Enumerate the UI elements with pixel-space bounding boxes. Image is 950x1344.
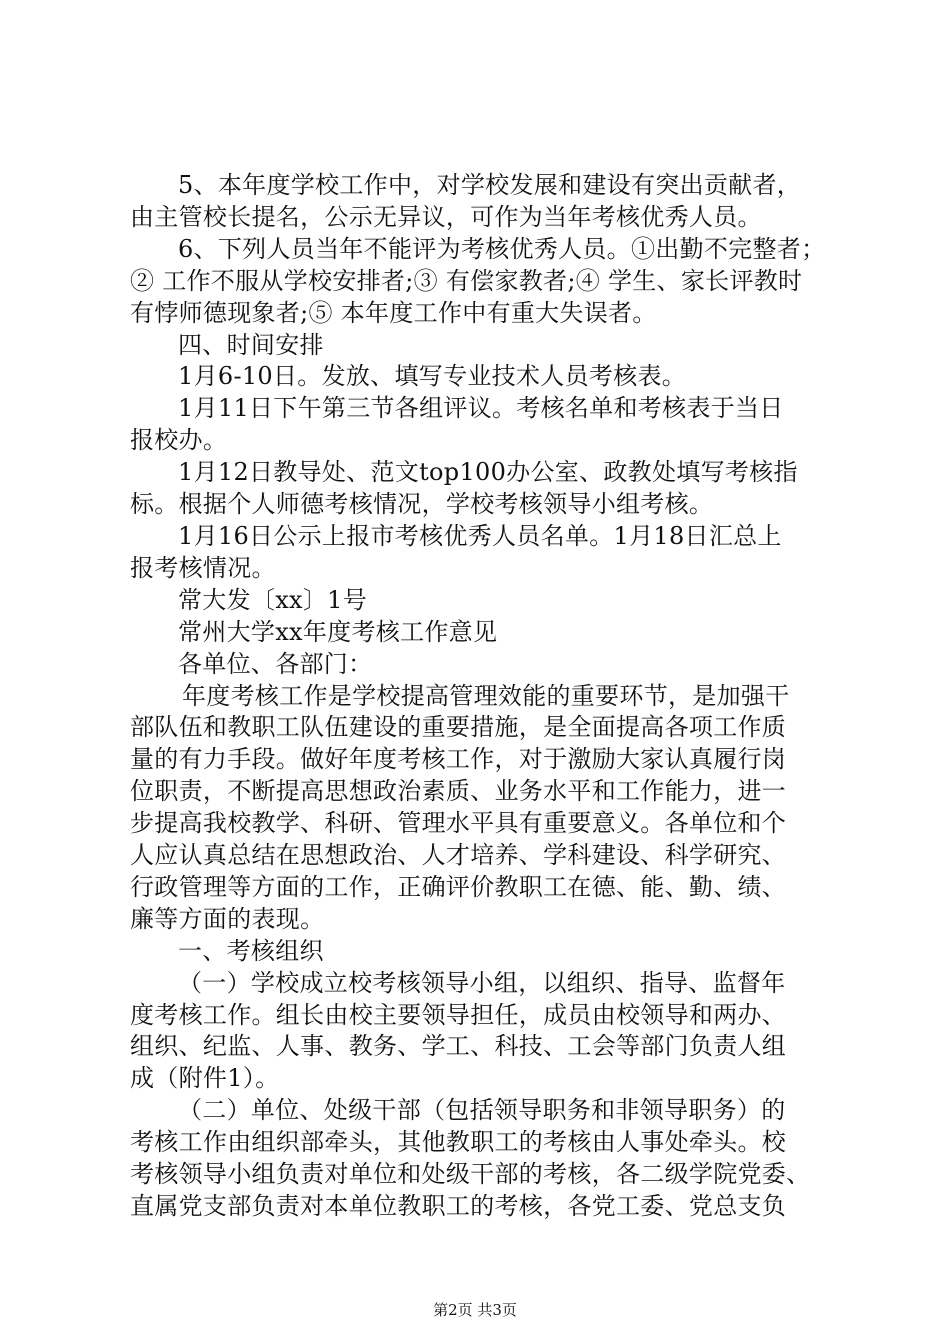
text-line: 考核工作由组织部牵头，其他教职工的考核由人事处牵头。校 [130,1128,787,1157]
text-line: 各单位、各部门： [178,649,373,678]
text-line: 有悖师德现象者;⑤ 本年度工作中有重大失误者。 [130,298,657,327]
page-footer: 第2页 共3页 [433,1301,517,1319]
text-line: 组织、纪监、人事、教务、学工、科技、工会等部门负责人组 [130,1032,787,1061]
text-line: 6、下列人员当年不能评为考核优秀人员。①出勤不完整者； [178,234,826,263]
text-line: （一）学校成立校考核领导小组，以组织、指导、监督年 [178,968,786,997]
text-line: 年度考核工作是学校提高管理效能的重要环节，是加强干 [182,681,790,710]
text-line: 常州大学xx年度考核工作意见 [178,617,498,646]
text-line: 度考核工作。组长由校主要领导担任，成员由校领导和两办、 [130,1000,787,1029]
text-line: （二）单位、处级干部（包括领导职务和非领导职务）的 [178,1096,786,1125]
text-line: 考核领导小组负责对单位和处级干部的考核，各二级学院党委、 [130,1160,811,1189]
text-line: 成（附件1）。 [130,1064,280,1093]
text-line: 由主管校长提名，公示无异议，可作为当年考核优秀人员。 [130,202,762,231]
text-line: 报考核情况。 [130,553,276,582]
text-line: 1月6-10日。发放、填写专业技术人员考核表。 [178,362,687,391]
text-line: ② 工作不服从学校安排者;③ 有偿家教者;④ 学生、家长评教时 [130,266,803,295]
text-line: 常大发〔xx〕1号 [178,585,368,614]
text-line: 四、时间安排 [178,330,324,359]
text-line: 步提高我校教学、科研、管理水平具有重要意义。各单位和个 [130,809,787,838]
text-line: 1月12日教导处、范文top100办公室、政教处填写考核指 [178,458,798,487]
text-line: 标。根据个人师德考核情况，学校考核领导小组考核。 [130,490,714,519]
text-line: 量的有力手段。做好年度考核工作，对于激励大家认真履行岗 [130,745,787,774]
text-line: 行政管理等方面的工作，正确评价教职工在德、能、勤、绩、 [130,872,787,901]
text-line: 报校办。 [130,426,228,455]
text-line: 部队伍和教职工队伍建设的重要措施，是全面提高各项工作质 [130,713,787,742]
text-line: 1月16日公示上报市考核优秀人员名单。1月18日汇总上 [178,521,782,550]
text-line: 位职责，不断提高思想政治素质、业务水平和工作能力，进一 [130,777,787,806]
text-line: 5、本年度学校工作中，对学校发展和建设有突出贡献者， [178,171,802,199]
text-line: 一、考核组织 [178,936,324,965]
text-line: 人应认真总结在思想政治、人才培养、学科建设、科学研究、 [130,841,787,870]
document-body [130,170,830,1223]
text-line: 1月11日下午第三节各组评议。考核名单和考核表于当日 [178,394,784,423]
text-line: 直属党支部负责对本单位教职工的考核，各党工委、党总支负 [130,1192,787,1220]
text-line: 廉等方面的表现。 [130,904,325,933]
